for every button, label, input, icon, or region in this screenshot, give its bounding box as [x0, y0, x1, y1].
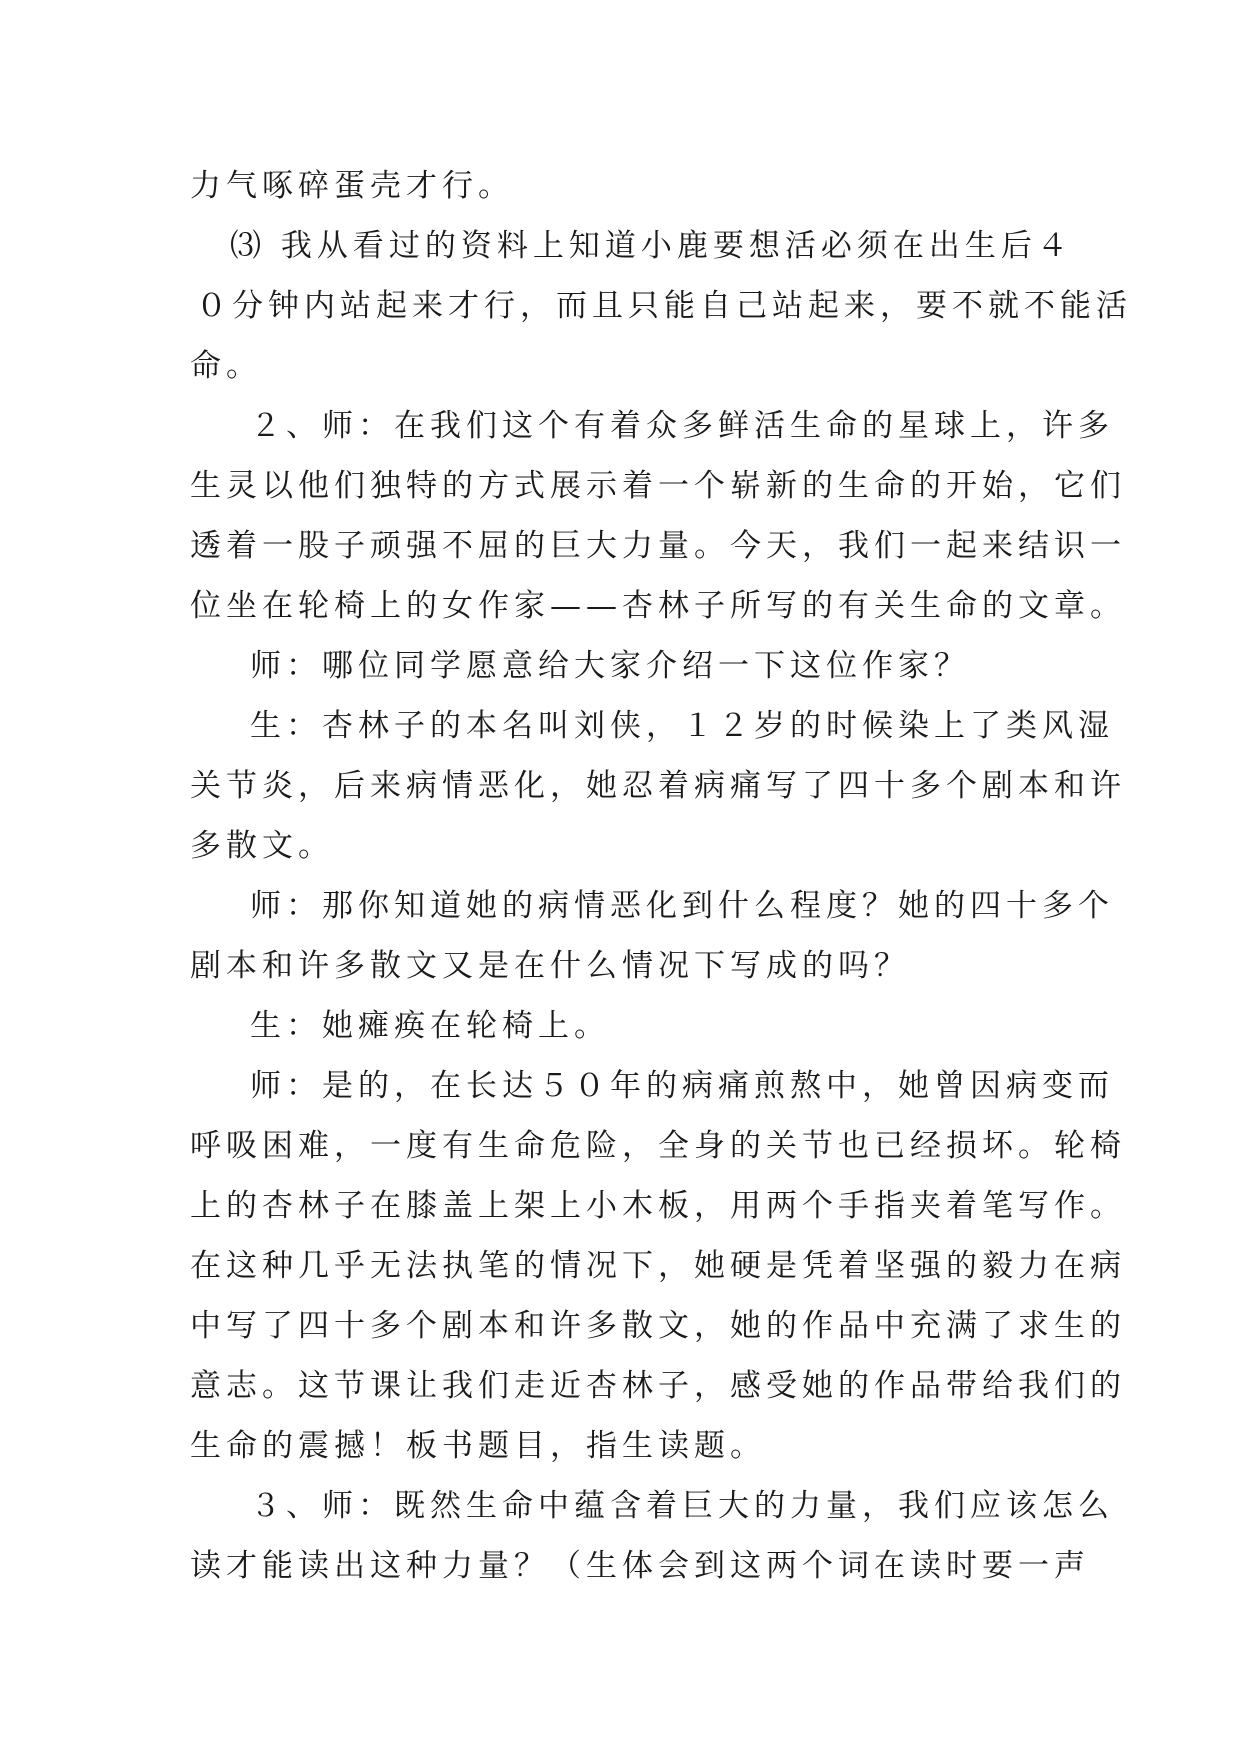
text-line: ⑶ 我从看过的资料上知道小鹿要想活必须在出生后４: [230, 228, 1073, 264]
text-line: 透着一股子顽强不屈的巨大力量。今天，我们一起来结识一: [190, 528, 1126, 564]
text-line: 生：她瘫痪在轮椅上。: [250, 1008, 610, 1044]
text-line: 意志。这节课让我们走近杏林子，感受她的作品带给我们的: [190, 1368, 1126, 1404]
text-line: 关节炎，后来病情恶化，她忍着病痛写了四十多个剧本和许: [190, 768, 1126, 804]
text-line: 位坐在轮椅上的女作家——杏林子所写的有关生命的文章。: [190, 588, 1126, 624]
text-line: 师：是的，在长达５０年的病痛煎熬中，她曾因病变而: [250, 1068, 1114, 1104]
text-line: 多散文。: [190, 828, 334, 864]
text-line: 读才能读出这种力量？（生体会到这两个词在读时要一声: [190, 1548, 1090, 1584]
text-line: ３、师：既然生命中蕴含着巨大的力量，我们应该怎么: [250, 1488, 1114, 1524]
text-line: 剧本和许多散文又是在什么情况下写成的吗？: [190, 948, 910, 984]
text-line: 力气啄碎蛋壳才行。: [190, 168, 514, 204]
text-line: 在这种几乎无法执笔的情况下，她硬是凭着坚强的毅力在病: [190, 1248, 1126, 1284]
text-line: 中写了四十多个剧本和许多散文，她的作品中充满了求生的: [190, 1308, 1126, 1344]
text-line: 命。: [190, 348, 262, 384]
text-line: 师：哪位同学愿意给大家介绍一下这位作家？: [250, 648, 970, 684]
text-line: 生命的震撼！板书题目，指生读题。: [190, 1428, 766, 1464]
text-line: 生：杏林子的本名叫刘侠，１２岁的时候染上了类风湿: [250, 708, 1114, 744]
text-line: ０分钟内站起来才行，而且只能自己站起来，要不就不能活: [196, 288, 1132, 324]
body-text: [190, 156, 1132, 1596]
text-line: 呼吸困难，一度有生命危险，全身的关节也已经损坏。轮椅: [190, 1128, 1126, 1164]
text-line: ２、师：在我们这个有着众多鲜活生命的星球上，许多: [250, 408, 1114, 444]
text-line: 上的杏林子在膝盖上架上小木板，用两个手指夹着笔写作。: [190, 1188, 1126, 1224]
text-line: 师：那你知道她的病情恶化到什么程度？她的四十多个: [250, 888, 1114, 924]
text-line: 生灵以他们独特的方式展示着一个崭新的生命的开始，它们: [190, 468, 1126, 504]
